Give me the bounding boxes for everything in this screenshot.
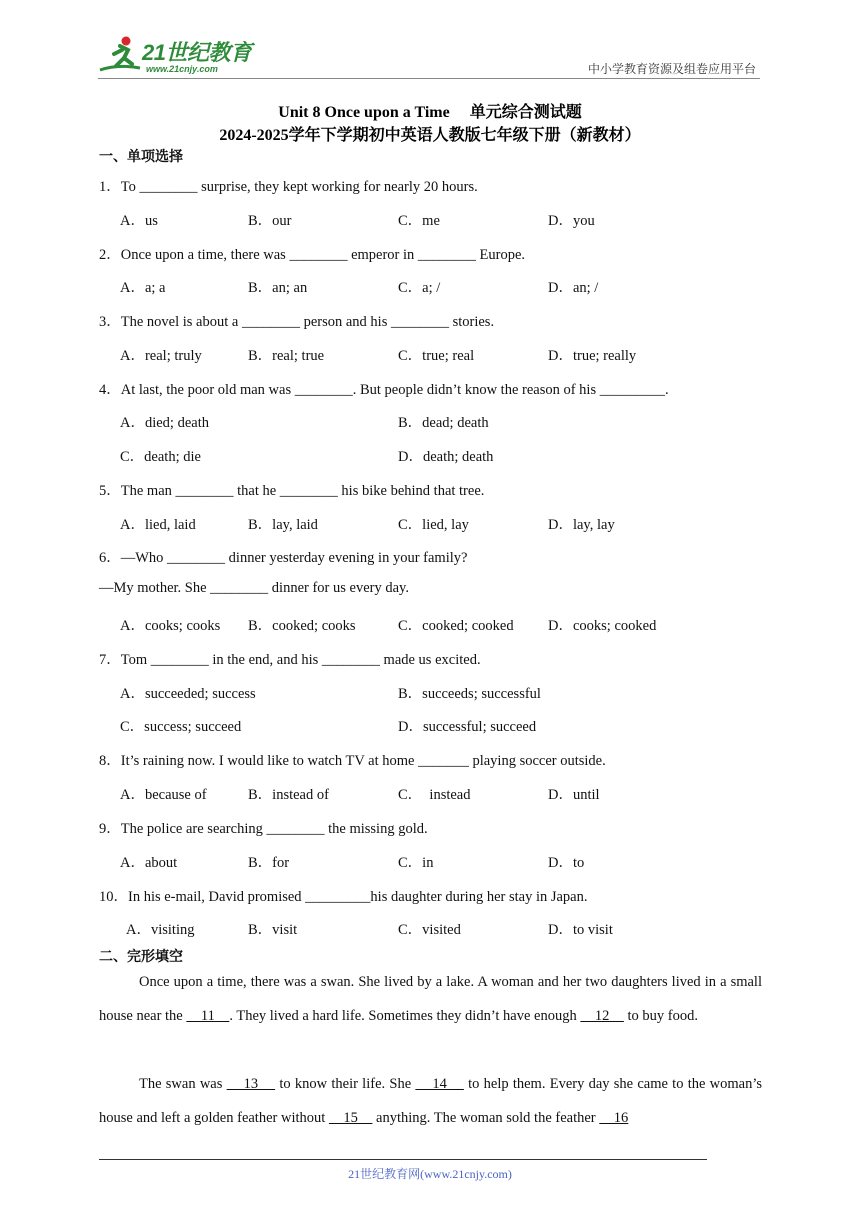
option-a: A．a; a	[120, 280, 166, 296]
cloze-text: to help them. Every day she came to the woman’s house and left a golden feather without	[99, 1076, 763, 1126]
option-a: A．succeeded; success	[120, 686, 256, 702]
option-c: C．me	[398, 213, 440, 229]
option-c: C．success; succeed	[120, 719, 242, 735]
page-footer[interactable]: 21世纪教育网(www.21cnjy.com)	[348, 1167, 512, 1181]
question-text: 9．The police are searching ________ the missing gold.	[99, 821, 428, 837]
cloze-blank: 12	[580, 1008, 624, 1024]
option-d: D．to visit	[548, 922, 613, 938]
option-c: C．true; real	[398, 348, 475, 364]
option-d: D．death; death	[398, 449, 494, 465]
logo-text: 21世纪教育	[142, 40, 252, 65]
option-c: C．in	[398, 855, 434, 871]
option-b: B．visit	[248, 922, 298, 938]
cloze-text: The swan was	[139, 1076, 227, 1092]
page-title: Unit 8 Once upon a Time 单元综合测试题	[278, 104, 582, 121]
cloze-text: to buy food.	[623, 1008, 698, 1024]
option-c: C．death; die	[120, 449, 201, 465]
question-text: 4．At last, the poor old man was ________. But people didn’t know the reason of his _________.	[99, 382, 669, 398]
question-text: 1．To ________ surprise, they kept working for nearly 20 hours.	[99, 179, 478, 195]
option-a: A．about	[120, 855, 178, 871]
option-d: D．an; /	[548, 280, 599, 296]
cloze-paragraph	[99, 1067, 762, 1135]
cloze-blank: 11	[186, 1008, 230, 1024]
option-a: A．us	[120, 213, 158, 229]
option-b: B．succeeds; successful	[398, 686, 541, 702]
option-a: A．real; truly	[120, 348, 202, 364]
option-c: C．cooked; cooked	[398, 618, 514, 634]
cloze-text: Once upon a time, there was a swan. She lived by a lake. A woman and her two daughters lived in a small house near the	[99, 974, 762, 1024]
option-c: C．a; /	[398, 280, 441, 296]
option-b: B．lay, laid	[248, 517, 318, 533]
option-a: A．cooks; cooks	[120, 618, 221, 634]
option-c: C． instead	[398, 787, 471, 803]
option-d: D．until	[548, 787, 600, 803]
option-b: B．instead of	[248, 787, 329, 803]
runner-logo-icon	[98, 34, 142, 74]
option-d: D．successful; succeed	[398, 719, 537, 735]
option-b: B．an; an	[248, 280, 308, 296]
question-text: 2．Once upon a time, there was ________ emperor in ________ Europe.	[99, 247, 526, 263]
question-text: 6．—Who ________ dinner yesterday evening in your family?	[99, 550, 468, 566]
page-header	[98, 32, 760, 79]
option-d: D．true; really	[548, 348, 637, 364]
question-text: 7．Tom ________ in the end, and his ________ made us excited.	[99, 652, 481, 668]
site-logo	[98, 34, 258, 74]
option-d: D．cooks; cooked	[548, 618, 657, 634]
option-d: D．lay, lay	[548, 517, 615, 533]
cloze-text: to know their life. She	[275, 1076, 416, 1092]
question-text: 3．The novel is about a ________ person and his ________ stories.	[99, 314, 495, 330]
section-heading: 二、完形填空	[99, 949, 183, 965]
option-d: D．you	[548, 213, 595, 229]
cloze-blank: 14	[415, 1076, 464, 1092]
cloze-paragraph	[99, 965, 762, 1033]
question-text: 5．The man ________ that he ________ his bike behind that tree.	[99, 483, 485, 499]
option-c: C．lied, lay	[398, 517, 469, 533]
question-text: 8．It’s raining now. I would like to watch TV at home _______ playing soccer outside.	[99, 753, 606, 769]
cloze-blank: 13	[226, 1076, 276, 1092]
section-heading: 一、单项选择	[99, 149, 183, 165]
option-a: A．lied, laid	[120, 517, 196, 533]
platform-name: 中小学教育资源及组卷应用平台	[587, 62, 756, 76]
page-subtitle: 2024-2025学年下学期初中英语人教版七年级下册（新教材）	[219, 127, 641, 144]
option-c: C．visited	[398, 922, 461, 938]
option-b: B．real; true	[248, 348, 325, 364]
option-a: A．because of	[120, 787, 207, 803]
option-b: B．cooked; cooks	[248, 618, 356, 634]
cloze-blank: 16	[599, 1110, 629, 1126]
cloze-blank: 15	[328, 1110, 373, 1126]
option-b: B．for	[248, 855, 290, 871]
cloze-text: anything. The woman sold the feather	[372, 1110, 600, 1126]
option-b: B．our	[248, 213, 292, 229]
footer-divider	[99, 1159, 707, 1160]
option-d: D．to	[548, 855, 585, 871]
cloze-text: . They lived a hard life. Sometimes they didn’t have enough	[229, 1008, 581, 1024]
option-b: B．dead; death	[398, 415, 489, 431]
question-text: 10．In his e-mail, David promised _________his daughter during her stay in Japan.	[99, 889, 588, 905]
option-a: A．died; death	[120, 415, 209, 431]
logo-url: www.21cnjy.com	[146, 64, 218, 74]
question-text-line2: —My mother. She ________ dinner for us every day.	[99, 580, 409, 596]
option-a: A．visiting	[126, 922, 195, 938]
